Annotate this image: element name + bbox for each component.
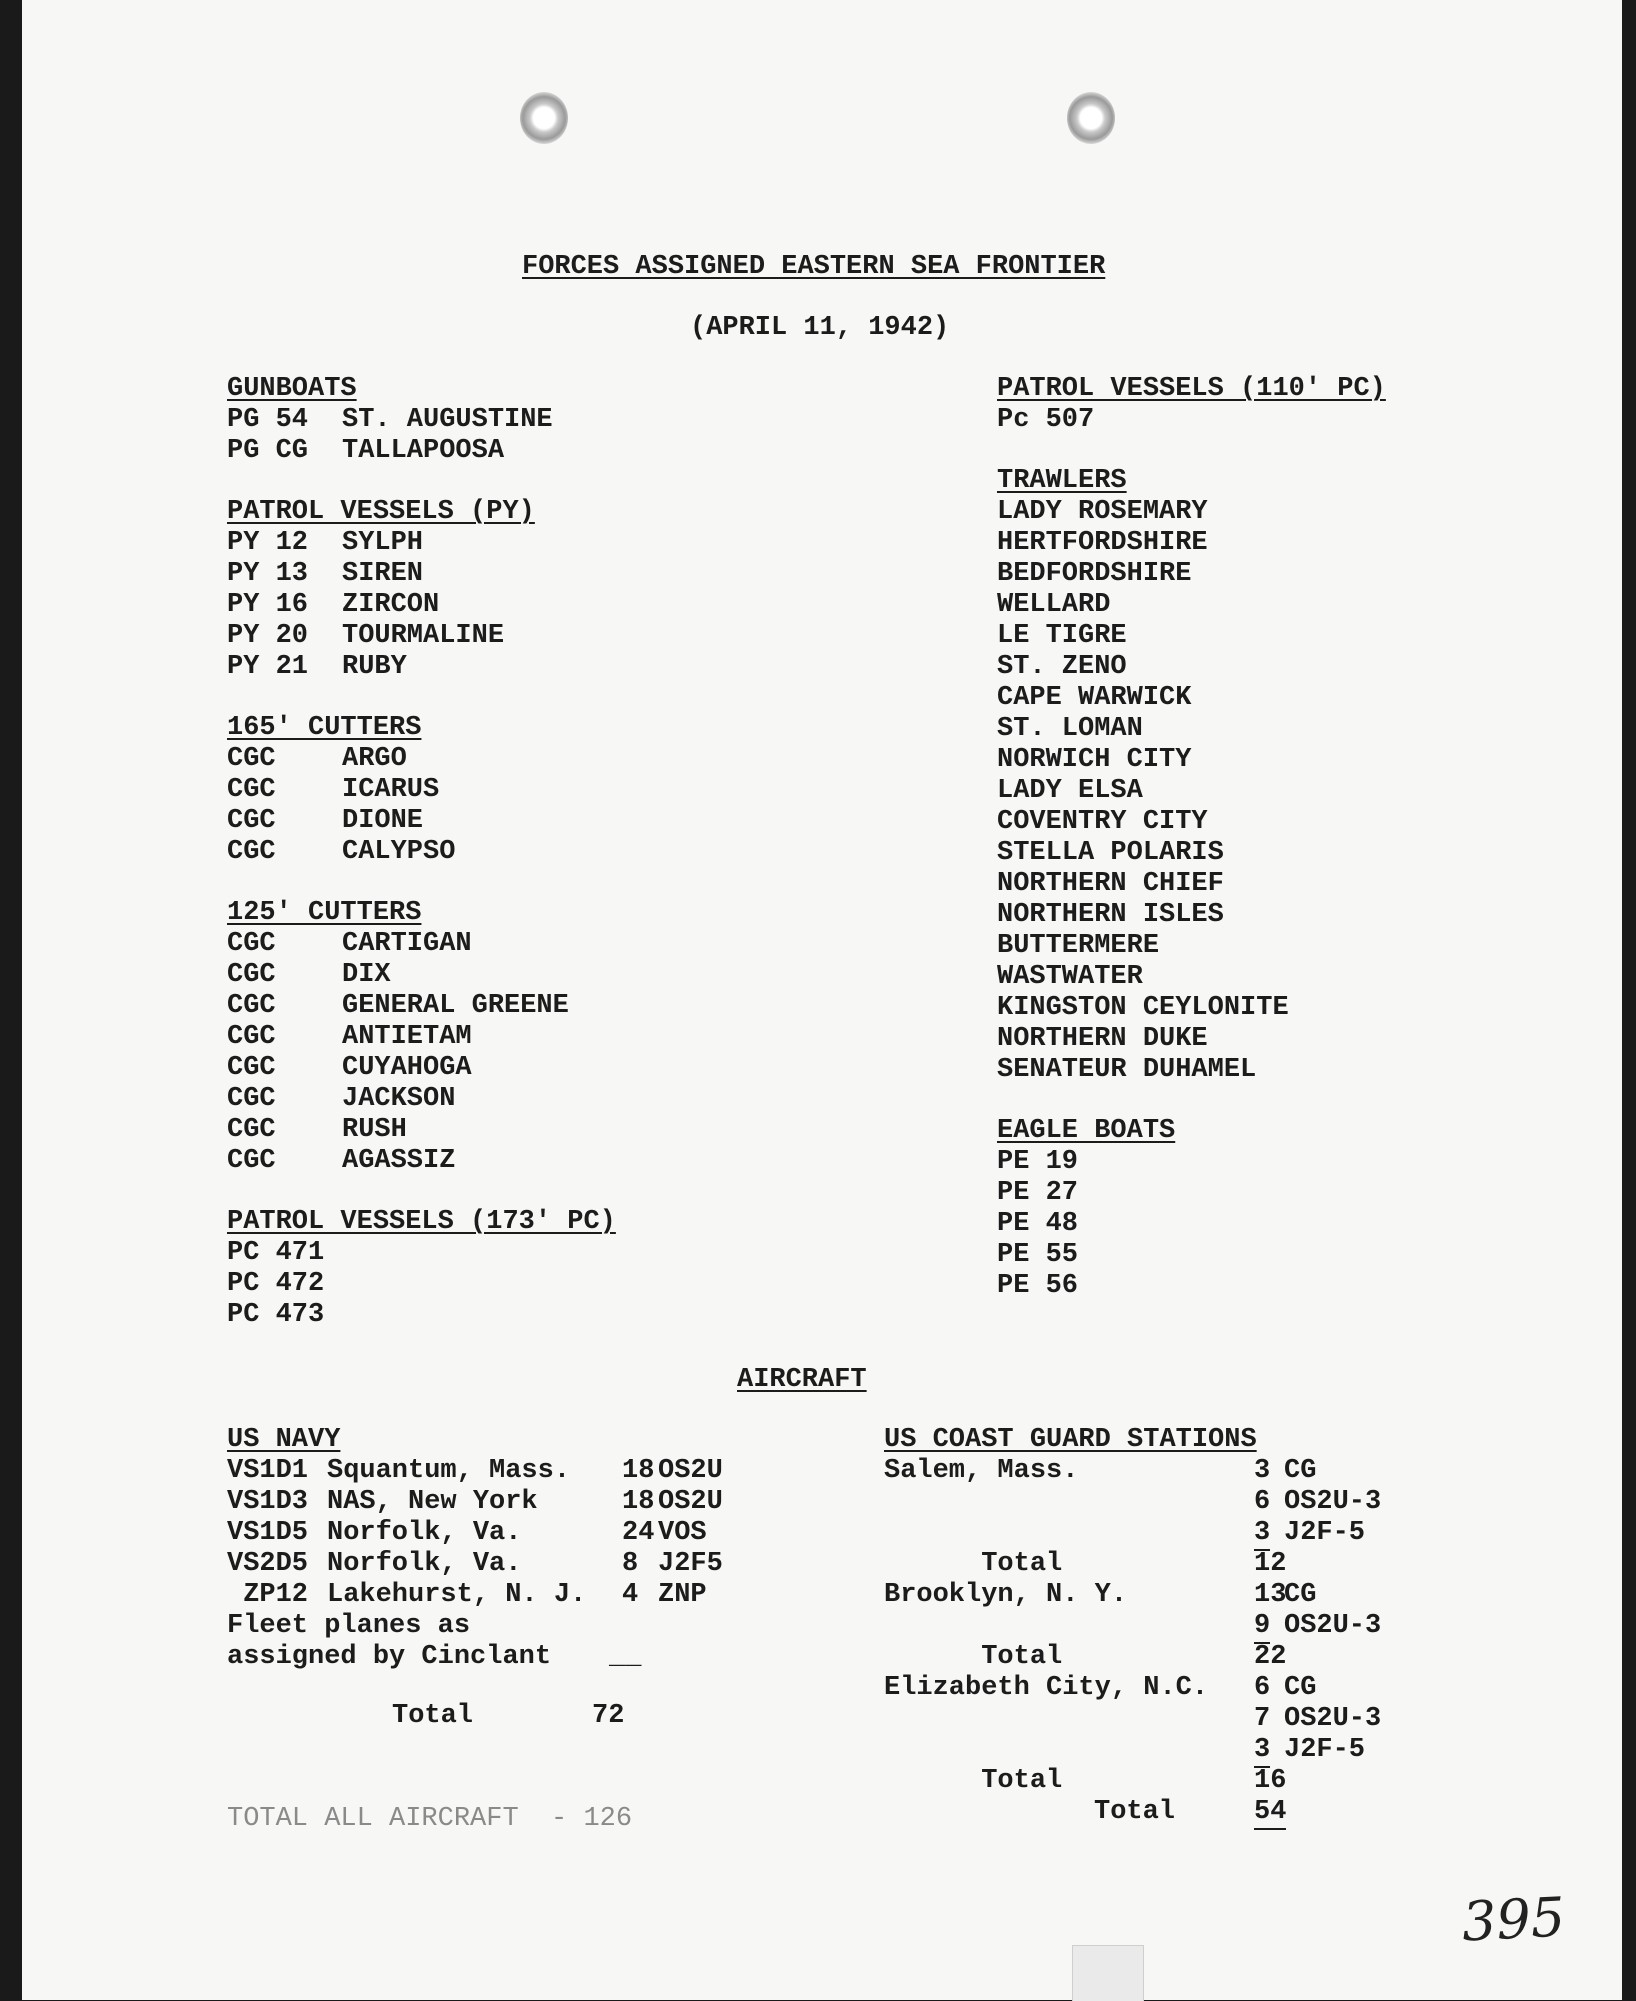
ship-name: DIONE: [342, 806, 424, 836]
ship-name: STELLA POLARIS: [997, 838, 1224, 868]
coast-guard-row: [884, 1518, 1484, 1549]
ship-name: LADY ELSA: [997, 776, 1143, 806]
squadron-id: VS1D1: [227, 1456, 309, 1486]
punch-hole-right: [1067, 92, 1115, 144]
ship-row: [227, 1300, 747, 1331]
ship-name: RUSH: [342, 1115, 407, 1145]
hull-designation: CGC: [227, 744, 276, 774]
coast-guard-grand-total-value: 54: [1254, 1797, 1286, 1830]
squadron-location: NAS, New York: [327, 1487, 538, 1517]
ship-name: WASTWATER: [997, 962, 1143, 992]
ship-name: Pc 507: [997, 405, 1095, 435]
total-all-aircraft: TOTAL ALL AIRCRAFT - 126: [227, 1804, 633, 1834]
squadron-location: Squantum, Mass.: [327, 1456, 571, 1486]
navy-squadron-row: VS1D3 NAS, New York 18 OS2U: [227, 1487, 723, 1517]
ship-name: SENATEUR DUHAMEL: [997, 1055, 1257, 1085]
navy-squadron-row: ZP12 Lakehurst, N. J. 4 ZNP: [227, 1580, 707, 1610]
ship-row: [227, 806, 747, 837]
ship-row: [227, 1269, 747, 1300]
left-ship-column: [227, 374, 747, 1331]
fleet-planes-label-2: assigned by Cinclant: [227, 1642, 552, 1672]
hull-designation: CGC: [227, 960, 276, 990]
ship-name: PE 27: [997, 1178, 1079, 1208]
aircraft-count: 12: [1254, 1549, 1287, 1579]
section-heading: PATROL VESSELS (173' PC): [227, 1207, 616, 1237]
ship-name: CAPE WARWICK: [997, 683, 1192, 713]
aircraft-count: 3: [1254, 1518, 1270, 1551]
page-date: (APRIL 11, 1942): [690, 313, 950, 343]
ship-name: JACKSON: [342, 1084, 456, 1114]
hull-designation: PY 12: [227, 528, 309, 558]
navy-squadron-row: VS1D5 Norfolk, Va. 24 VOS: [227, 1518, 707, 1548]
ship-name: ST. AUGUSTINE: [342, 405, 553, 435]
ship-section: [227, 898, 747, 1177]
coast-guard-grand-total-label: Total: [1094, 1797, 1176, 1827]
ship-name: BEDFORDSHIRE: [997, 559, 1192, 589]
ship-row: [227, 775, 747, 806]
ship-section: [227, 374, 747, 467]
station-name: Salem, Mass.: [884, 1456, 1079, 1486]
ship-row: [227, 929, 747, 960]
coast-guard-row: [884, 1673, 1484, 1704]
ship-name: COVENTRY CITY: [997, 807, 1208, 837]
aircraft-count: 22: [1254, 1642, 1287, 1672]
hull-designation: CGC: [227, 1115, 276, 1145]
hull-designation: PY 16: [227, 590, 309, 620]
ship-row: [227, 621, 747, 652]
ship-name: WELLARD: [997, 590, 1111, 620]
aircraft-type: J2F5: [658, 1549, 723, 1579]
ship-name: SYLPH: [342, 528, 424, 558]
squadron-id: VS2D5: [227, 1549, 309, 1579]
aircraft-type: CG: [1284, 1580, 1317, 1610]
page-number-handwritten: 395: [1460, 1885, 1567, 1954]
ship-row: [227, 837, 747, 868]
coast-guard-heading: US COAST GUARD STATIONS: [884, 1425, 1257, 1455]
ship-row: [227, 652, 747, 683]
page-title: FORCES ASSIGNED EASTERN SEA FRONTIER: [522, 252, 1106, 282]
ship-name: CUYAHOGA: [342, 1053, 472, 1083]
squadron-location: Norfolk, Va.: [327, 1549, 522, 1579]
aircraft-type: VOS: [658, 1518, 707, 1548]
ship-name: ANTIETAM: [342, 1022, 472, 1052]
navy-squadron-row: VS2D5 Norfolk, Va. 8 J2F5: [227, 1549, 723, 1579]
ship-name: ST. LOMAN: [997, 714, 1143, 744]
hull-designation: PY 20: [227, 621, 309, 651]
hull-designation: CGC: [227, 806, 276, 836]
section-heading: EAGLE BOATS: [997, 1116, 1176, 1146]
hull-designation: CGC: [227, 837, 276, 867]
ship-row: [227, 528, 747, 559]
aircraft-count: 16: [1254, 1766, 1287, 1796]
hull-designation: PC 473: [227, 1300, 325, 1330]
ship-section: [997, 1116, 1557, 1302]
ship-row: [227, 1146, 747, 1177]
ship-name: SIREN: [342, 559, 424, 589]
section-heading: TRAWLERS: [997, 466, 1127, 496]
hull-designation: CGC: [227, 929, 276, 959]
punch-hole-left: [520, 92, 568, 144]
hull-designation: CGC: [227, 1084, 276, 1114]
ship-name: GENERAL GREENE: [342, 991, 569, 1021]
ship-name: LADY ROSEMARY: [997, 497, 1208, 527]
hull-designation: CGC: [227, 991, 276, 1021]
ship-row: [227, 405, 747, 436]
ship-name: PE 56: [997, 1271, 1079, 1301]
navy-total-value: 72: [592, 1701, 625, 1731]
ship-row: [227, 1238, 747, 1269]
ship-name: DIX: [342, 960, 391, 990]
ship-row: [227, 960, 747, 991]
aircraft-type: OS2U-3: [1284, 1487, 1382, 1517]
aircraft-type: OS2U: [658, 1456, 723, 1486]
ship-section: [227, 497, 747, 683]
section-heading: PATROL VESSELS (110' PC): [997, 374, 1386, 404]
ship-section: [227, 713, 747, 868]
ship-row: [227, 991, 747, 1022]
ship-name: CARTIGAN: [342, 929, 472, 959]
document-page: [22, 0, 1622, 2000]
hull-designation: CGC: [227, 1146, 276, 1176]
navy-total-label: Total: [392, 1701, 474, 1731]
ship-row: [227, 436, 747, 467]
aircraft-type: CG: [1284, 1673, 1317, 1703]
right-ship-column: [997, 374, 1557, 1302]
ship-name: NORTHERN DUKE: [997, 1024, 1208, 1054]
section-heading: GUNBOATS: [227, 374, 357, 404]
coast-guard-row: [884, 1487, 1484, 1518]
ship-name: ST. ZENO: [997, 652, 1127, 682]
station-subtotal-label: Total: [884, 1766, 1063, 1796]
aircraft-type: J2F-5: [1284, 1735, 1366, 1765]
ship-name: HERTFORDSHIRE: [997, 528, 1208, 558]
ship-row: [227, 744, 747, 775]
aircraft-count: 3: [1254, 1456, 1271, 1486]
ship-section: [997, 374, 1557, 436]
fleet-planes-label: Fleet planes as: [227, 1611, 471, 1641]
hull-designation: PY 13: [227, 559, 309, 589]
navy-squadron-row: VS1D1 Squantum, Mass. 18 OS2U: [227, 1456, 723, 1486]
ship-name: PE 19: [997, 1147, 1079, 1177]
ship-name: PE 48: [997, 1209, 1079, 1239]
binding-tab: [1072, 1945, 1144, 2001]
section-heading: 125' CUTTERS: [227, 898, 422, 928]
hull-designation: PY 21: [227, 652, 309, 682]
coast-guard-row: [884, 1549, 1484, 1580]
ship-name: RUBY: [342, 652, 407, 682]
ship-name: TOURMALINE: [342, 621, 505, 651]
aircraft-count: 6: [1254, 1487, 1271, 1517]
coast-guard-row: [884, 1766, 1484, 1797]
hull-designation: CGC: [227, 775, 276, 805]
ship-name: NORWICH CITY: [997, 745, 1192, 775]
section-heading: PATROL VESSELS (PY): [227, 497, 535, 527]
us-navy-section: US NAVY VS1D1 Squantum, Mass. 18 OS2U VS1D3 NAS, New York 18 OS2U VS1D5 Norfolk, Va. 24 VOS VS2D5 Norfolk, Va. 8 J2F5 ZP12 Lakehurst, N. J. 4 ZNP Fleet planes as assigned by Cinclant __ Total 72: [227, 1425, 787, 1732]
ship-name: TALLAPOOSA: [342, 436, 505, 466]
ship-name: NORTHERN CHIEF: [997, 869, 1224, 899]
ship-name: ICARUS: [342, 775, 440, 805]
ship-name: PE 55: [997, 1240, 1079, 1270]
aircraft-type: OS2U: [658, 1487, 723, 1517]
aircraft-type: OS2U-3: [1284, 1704, 1382, 1734]
hull-designation: CGC: [227, 1022, 276, 1052]
hull-designation: PG CG: [227, 436, 309, 466]
hull-designation: PC 472: [227, 1269, 325, 1299]
ship-name: ARGO: [342, 744, 407, 774]
coast-guard-row: [884, 1735, 1484, 1766]
ship-name: CALYPSO: [342, 837, 456, 867]
ship-section: [227, 1207, 747, 1331]
hull-designation: PG 54: [227, 405, 309, 435]
coast-guard-row: [884, 1642, 1484, 1673]
ship-row: [227, 1053, 747, 1084]
aircraft-count: 6: [1254, 1673, 1271, 1703]
aircraft-type: J2F-5: [1284, 1518, 1366, 1548]
squadron-location: Norfolk, Va.: [327, 1518, 522, 1548]
station-name: Brooklyn, N. Y.: [884, 1580, 1128, 1610]
hull-designation: PC 471: [227, 1238, 325, 1268]
squadron-id: VS1D3: [227, 1487, 309, 1517]
coast-guard-row: [884, 1456, 1484, 1487]
coast-guard-row: [884, 1611, 1484, 1642]
ship-name: KINGSTON CEYLONITE: [997, 993, 1289, 1023]
ship-row: [227, 590, 747, 621]
ship-row: [227, 1084, 747, 1115]
ship-name: NORTHERN ISLES: [997, 900, 1224, 930]
ship-row: [227, 1022, 747, 1053]
aircraft-count: 3: [1254, 1735, 1270, 1768]
aircraft-type: CG: [1284, 1456, 1317, 1486]
squadron-location: Lakehurst, N. J.: [327, 1580, 587, 1610]
squadron-id: VS1D5: [227, 1518, 309, 1548]
aircraft-type: OS2U-3: [1284, 1611, 1382, 1641]
ship-name: AGASSIZ: [342, 1146, 456, 1176]
coast-guard-row: [884, 1704, 1484, 1735]
aircraft-count: 13: [1254, 1580, 1287, 1610]
ship-name: LE TIGRE: [997, 621, 1127, 651]
squadron-id: ZP12: [227, 1580, 309, 1610]
station-name: Elizabeth City, N.C.: [884, 1673, 1209, 1703]
ship-row: [227, 1115, 747, 1146]
aircraft-heading: AIRCRAFT: [737, 1365, 867, 1395]
ship-section: [997, 466, 1557, 1086]
station-subtotal-label: Total: [884, 1642, 1063, 1672]
ship-name: ZIRCON: [342, 590, 440, 620]
aircraft-count: 9: [1254, 1611, 1270, 1644]
hull-designation: CGC: [227, 1053, 276, 1083]
coast-guard-row: [884, 1580, 1484, 1611]
aircraft-count: 7: [1254, 1704, 1271, 1734]
us-navy-heading: US NAVY: [227, 1425, 341, 1455]
aircraft-type: ZNP: [658, 1580, 707, 1610]
station-subtotal-label: Total: [884, 1549, 1063, 1579]
ship-row: [227, 559, 747, 590]
section-heading: 165' CUTTERS: [227, 713, 422, 743]
ship-name: BUTTERMERE: [997, 931, 1160, 961]
coast-guard-section: [884, 1425, 1484, 1828]
